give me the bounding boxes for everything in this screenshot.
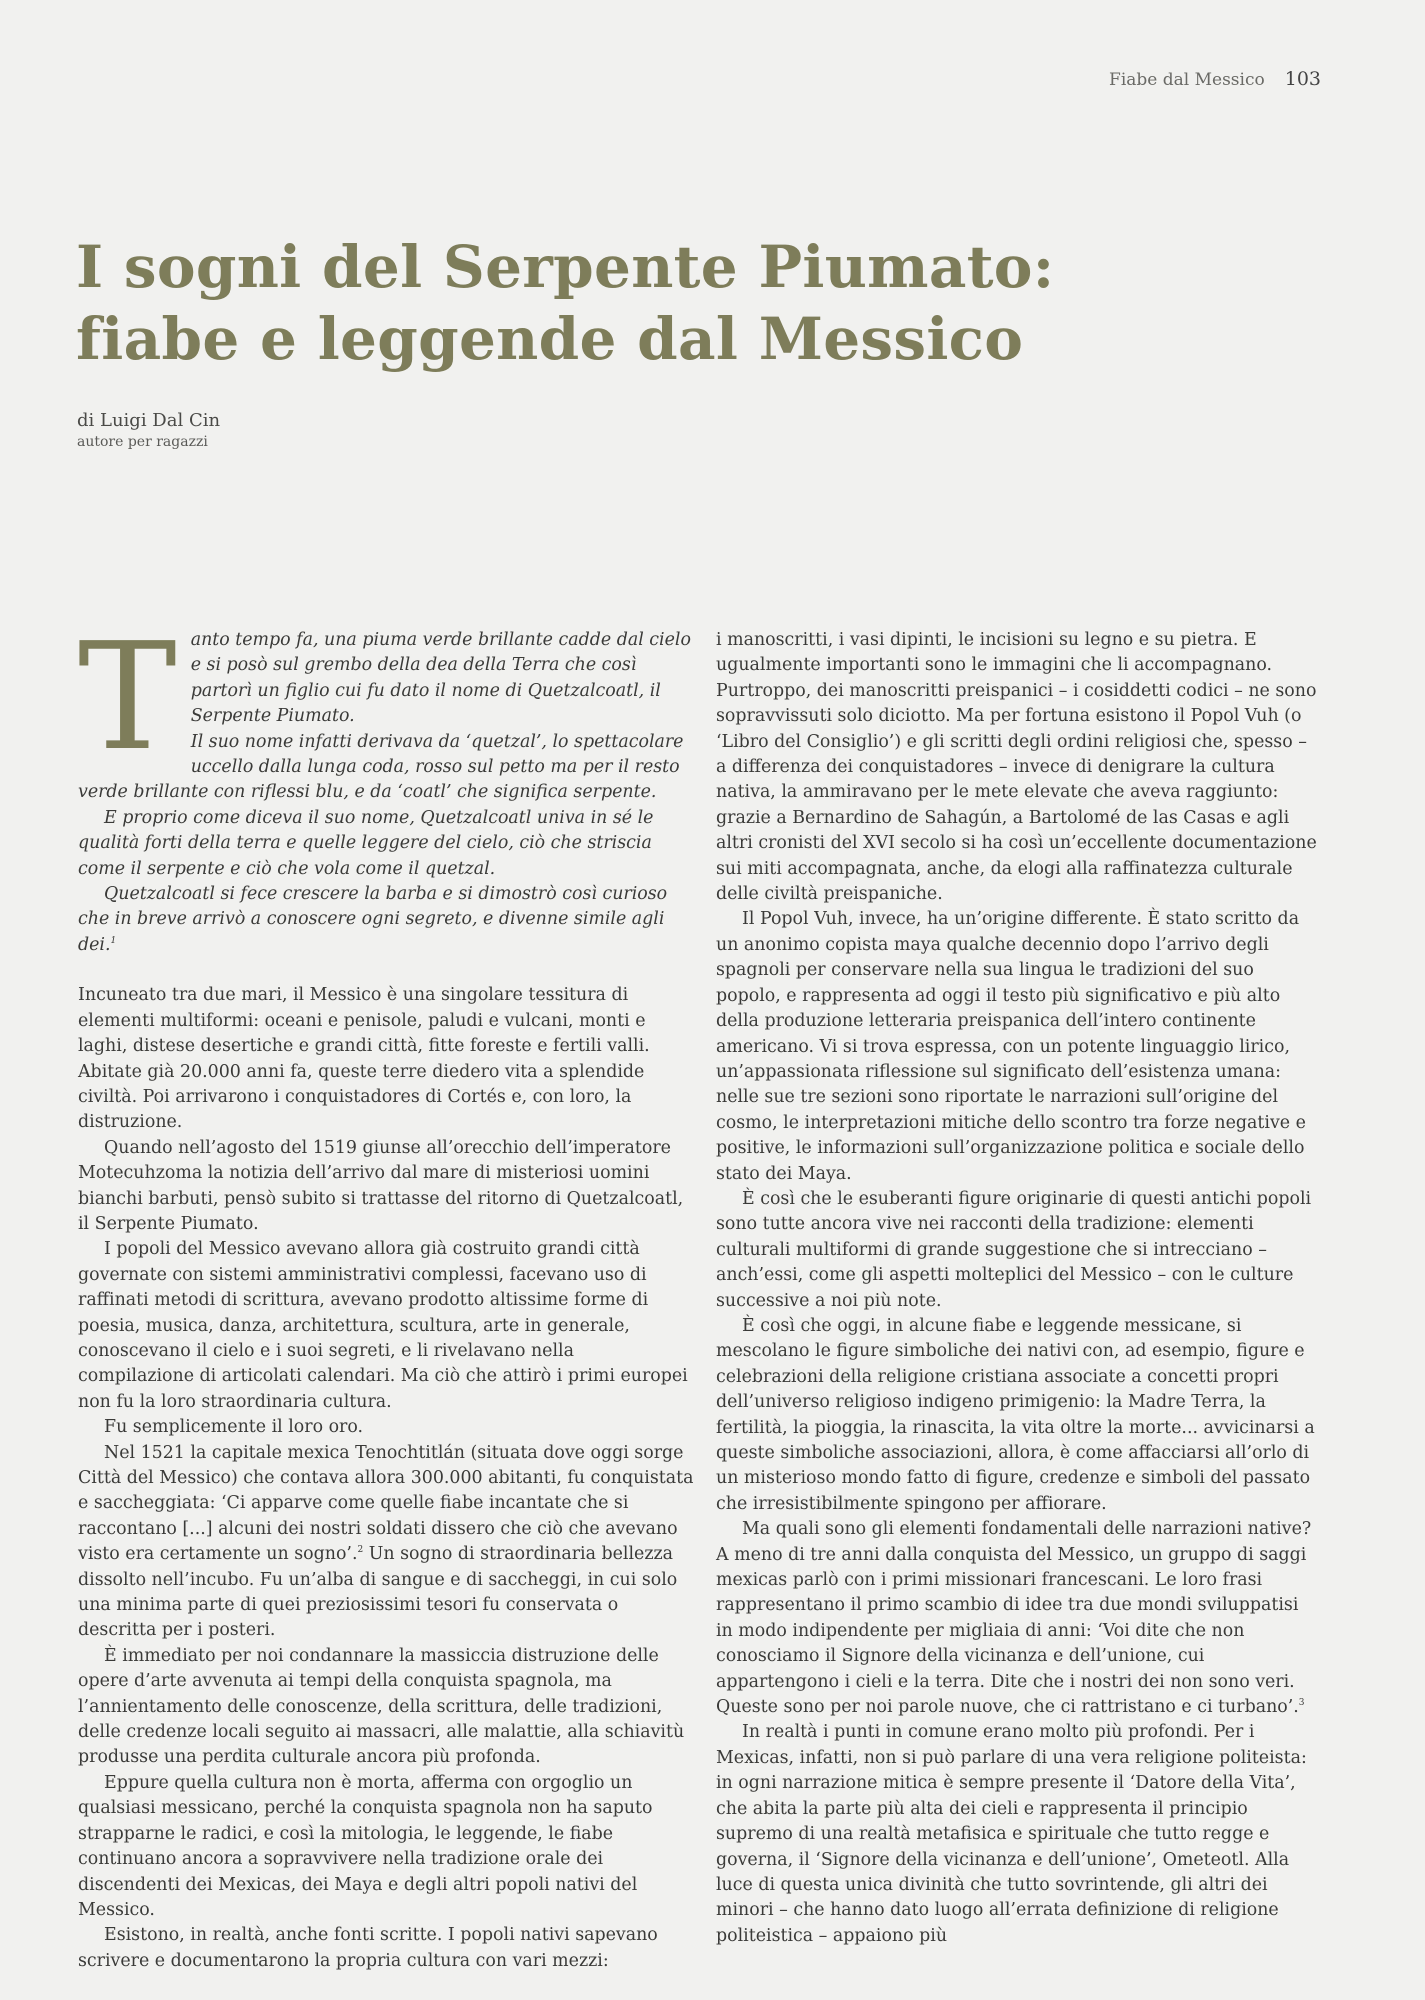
running-header [1109, 68, 1321, 90]
article-title [76, 232, 1076, 376]
body-paragraph: Incuneato tra due mari, il Messico è una singolare tessitura di elementi multiformi: oceani e penisole, paludi e vulcani, monti e laghi, distese desertiche e grandi città, fitte foreste e fertili valli. Abitate già 20.000 anni fa, queste terre diedero vita a splendide civiltà. Poi arrivarono i conquistadores di Cortés e, con loro, la distruzione. [78, 985, 650, 1133]
footnote-marker: 1 [110, 936, 117, 947]
title-line-1: I sogni del Serpente Piumato: [76, 233, 1055, 301]
body-paragraph: Eppure quella cultura non è morta, afferma con orgoglio un qualsiasi messicano, perché la conquista spagnola non ha saputo strapparne le radici, e così la mitologia, le leggende, le fiabe continuano ancora a sopravvivere nella tradizione orale dei discendenti dei Mexicas, dei Maya e degli altri popoli nativi del Messico. [78, 1772, 653, 1920]
drop-cap: T [78, 611, 177, 783]
body-paragraph [716, 1517, 1320, 1720]
intro-paragraph: E proprio come diceva il suo nome, Quetzalcoatl univa in sé le qualità forti della terra e quelle leggere del cielo, ciò che striscia come il serpente e ciò che vola come il quetzal. [78, 807, 654, 879]
intro-paragraph: Il suo nome infatti derivava da ‘quetzal’, lo spettacolare uccello dalla lunga coda, rosso sul petto ma per il resto verde brillante con riflessi blu, e da ‘coatl’ che significa serpente. [78, 731, 684, 803]
byline [77, 410, 220, 450]
page-number: 103 [1284, 68, 1321, 90]
right-column [716, 628, 1320, 1949]
footnote-marker: 2 [357, 1545, 364, 1556]
title-line-2: fiabe e leggende dal Messico [76, 304, 1024, 373]
intro-text: Quetzalcoatl si fece crescere la barba e si dimostrò così curioso che in breve arrivò a conoscere ogni segreto, e divenne simile agli dei. [78, 884, 668, 955]
body-text: Ma quali sono gli elementi fondamentali delle narrazioni native? A meno di tre anni dalla conquista del Messico, un gruppo di saggi mexicas parlò con i primi missionari francescani. Le loro frasi rappresentano il primo scambio di idee tra due mondi sviluppatisi in modo indipendente per migliaia di anni: ‘Voi dite che non conosciamo il Signore della vicinanza e dell’unione, cui appartengono i cieli e la terra. Dite che i nostri dei non sono veri. Queste sono per noi parole nuove, che ci rattristano e ci turbano’. [716, 1519, 1312, 1718]
intro-paragraph: anto tempo fa, una piuma verde brillante cadde dal cielo e si posò sul grembo della dea della Terra che così partorì un figlio cui fu dato il nome di Quetzalcoatl, il Serpente Piumato. [190, 630, 691, 727]
author-role: autore per ragazzi [77, 434, 208, 450]
body-text: Nel 1521 la capitale mexica Tenochtitlán (situata dove oggi sorge Città del Messico) che contava allora 300.000 abitanti, fu conquistata e saccheggiata: ‘Ci apparve come quelle fiabe incantate che si raccontano [...] alcuni dei nostri soldati dissero che ciò che avevano visto era certamente un sogno’. [78, 1442, 694, 1565]
intro-paragraph [78, 882, 694, 958]
body-paragraph: Fu semplicemente il loro oro. [104, 1417, 364, 1438]
body-paragraph: Esistono, in realtà, anche fonti scritte. I popoli nativi sapevano scrivere e documentarono la propria cultura con vari mezzi: [78, 1925, 658, 1971]
body-paragraph [78, 1441, 694, 1644]
section-name: Fiabe dal Messico [1109, 70, 1265, 90]
body-paragraph: Quando nell’agosto del 1519 giunse all’orecchio dell’imperatore Motecuhzoma la notizia dell’arrivo dal mare di misteriosi uomini bianchi barbuti, pensò subito si trattasse del ritorno di Quetzalcoatl, il Serpente Piumato. [78, 1137, 684, 1234]
left-column [78, 611, 694, 1974]
author-name: di Luigi Dal Cin [77, 410, 221, 431]
intro-italic [78, 611, 694, 958]
body-paragraph: È così che le esuberanti figure originarie di questi antichi popoli sono tutte ancora vive nei racconti della tradizione: elementi culturali multiformi di grande suggestione che si intrecciano – anch’essi, come gli aspetti molteplici del Messico – con le culture successive a noi più note. [716, 1188, 1312, 1311]
body-paragraph: In realtà i punti in comune erano molto più profondi. Per i Mexicas, infatti, non si può parlare di una vera religione politeista: in ogni narrazione mitica è sempre presente il ‘Datore della Vita’, che abita la parte più alta dei cieli e rappresenta il principio supremo di una realtà metafisica e spirituale che tutto regge e governa, il ‘Signore della vicinanza e dell’unione’, Ometeotl. Alla luce di questa unica divinità che tutto sovrintende, gli altri dei minori – che hanno dato luogo all’errata definizione di religione politeistica – appaiono più [716, 1722, 1307, 1946]
body-paragraph: Il Popol Vuh, invece, ha un’origine differente. È stato scritto da un anonimo copista maya qualche decennio dopo l’arrivo degli spagnoli per conservare nella sua lingua le tradizioni del suo popolo, e rappresenta ad oggi il testo più significativo e più alto della produzione letteraria preispanica dell’intero continente americano. Vi si trova espressa, con un potente linguaggio lirico, un’appassionata riflessione sul significato dell’esistenza umana: nelle sue tre sezioni sono riportate le narrazioni sull’origine del cosmo, le interpretazioni mitiche dello scontro tra forze negative e positive, le informazioni sull’organizzazione politica e sociale dello stato dei Maya. [716, 909, 1306, 1184]
body-text: Un sogno di straordinaria bellezza dissolto nell’incubo. Fu un’alba di sangue e di saccheggi, in cui solo una minima parte di quei preziosissimi tesori fu conservata o descritta per i posteri. [78, 1544, 678, 1641]
footnote-marker: 3 [1298, 1698, 1305, 1709]
body-paragraph: È immediato per noi condannare la massiccia distruzione delle opere d’arte avvenuta ai tempi della conquista spagnola, ma l’annientamento delle conoscenze, della scrittura, delle tradizioni, delle credenze locali seguito ai massacri, alle malattie, alla schiavitù produsse una perdita culturale ancora più profonda. [78, 1645, 685, 1768]
body-paragraph: È così che oggi, in alcune fiabe e leggende messicane, si mescolano le figure simboliche dei nativi con, ad esempio, figure e celebrazioni della religione cristiana associate a concetti propri dell’universo religioso indigeno primigenio: la Madre Terra, la fertilità, la pioggia, la rinascita, la vita oltre la morte... avvicinarsi a queste simboliche associazioni, allora, è come affacciarsi all’orlo di un misterioso mondo fatto di figure, credenze e simboli del passato che irresistibilmente spingono per affiorare. [716, 1315, 1315, 1514]
body-paragraph: i manoscritti, i vasi dipinti, le incisioni su legno e su pietra. E ugualmente importanti sono le immagini che li accompagnano. Purtroppo, dei manoscritti preispanici – i cosiddetti codici – ne sono sopravvissuti solo diciotto. Ma per fortuna esistono il Popol Vuh (o ‘Libro del Consiglio’) e gli scritti degli ordini religiosi che, spesso – a differenza dei conquistadores – invece di denigrare la cultura nativa, la ammiravano per le mete elevate che aveva raggiunto: grazie a Bernardino de Sahagún, a Bartolomé de las Casas e agli altri cronisti del XVI secolo si ha così un’eccellente documentazione sui miti accompagnata, anche, da elogi alla raffinatezza culturale delle civiltà preispaniche. [716, 630, 1317, 905]
body-paragraph: I popoli del Messico avevano allora già costruito grandi città governate con sistemi amministrativi complessi, facevano uso di raffinati metodi di scrittura, avevano prodotto altissime forme di poesia, musica, danza, architettura, scultura, arte in generale, conoscevano il cielo e i suoi segreti, e li rivelavano nella compilazione di articolati calendari. Ma ciò che attirò i primi europei non fu la loro straordinaria cultura. [78, 1239, 688, 1412]
